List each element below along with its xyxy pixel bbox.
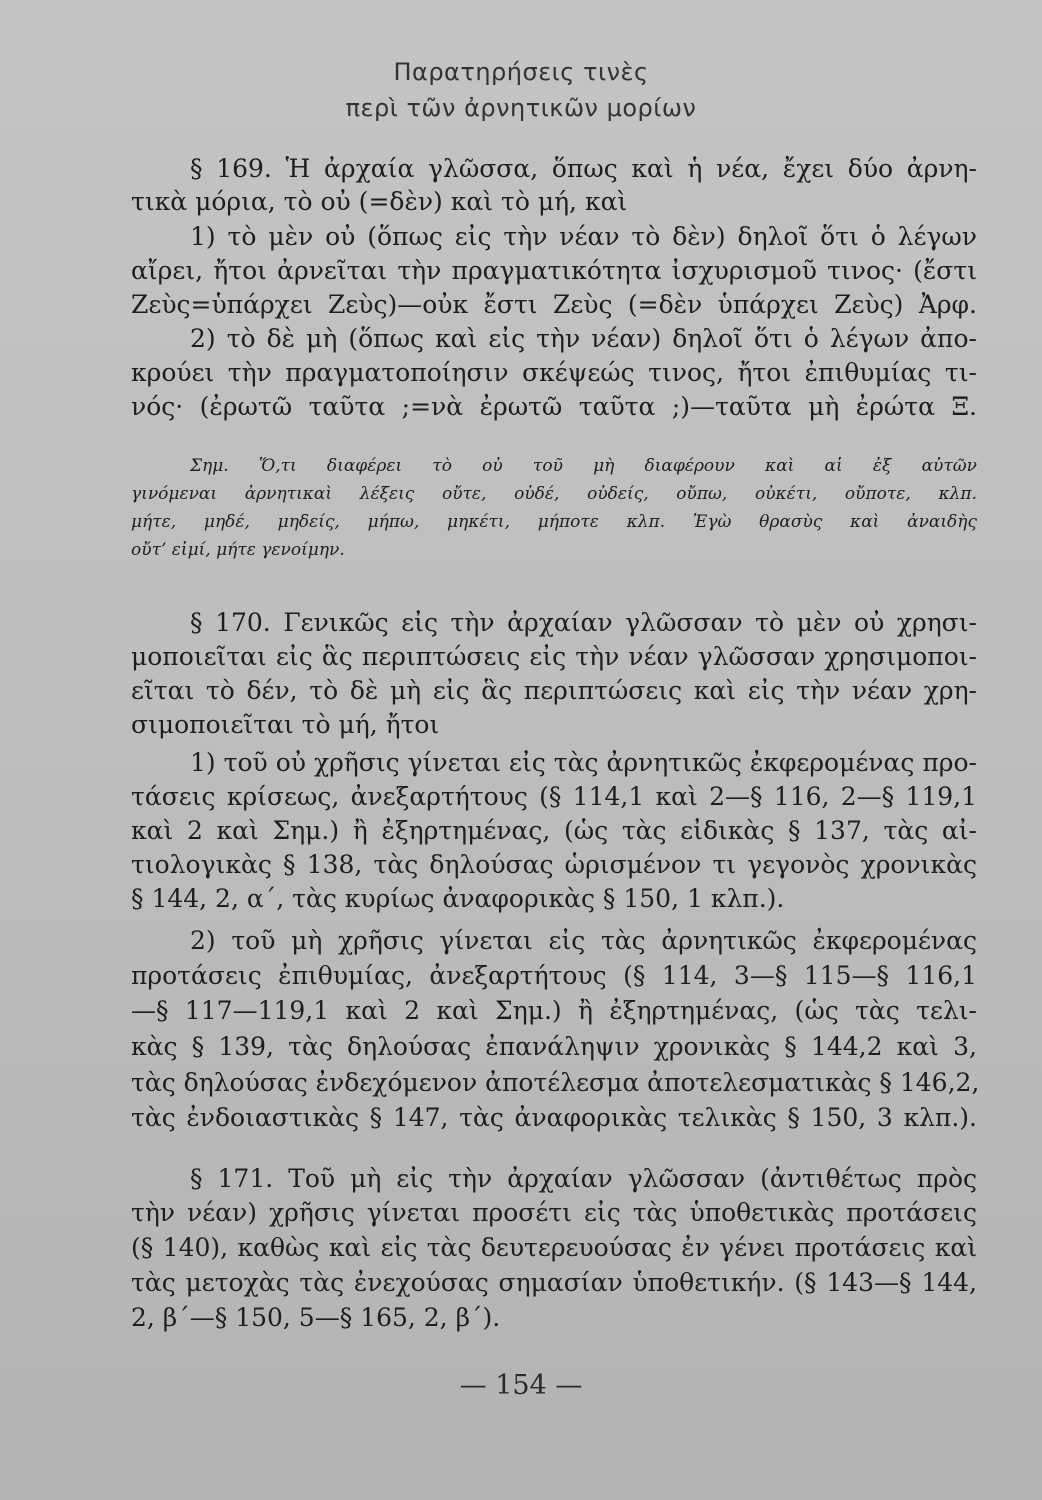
section-169-line-2: τικὰ μόρια, τὸ οὐ (=δὲν) καὶ τὸ μή, καὶ [131, 187, 628, 216]
section-170-line-9: § 144, 2, α΄, τὰς κυρίως ἀναφορικὰς § 150, 1 κλπ.). [131, 884, 785, 913]
section-171-line-4: τὰς μετοχὰς τὰς ἐνεχούσας σημασίαν ὑποθετικήν. (§ 143—§ 144, [131, 1268, 977, 1297]
section-170-line-5: 1) τοῦ οὐ χρῆσις γίνεται εἰς τὰς ἀρνητικῶς ἐκφερομένας προ- [190, 748, 977, 777]
section-169-line-1: § 169. Ἡ ἀρχαία γλῶσσα, ὅπως καὶ ἡ νέα, ἔχει δύο ἀρνη- [190, 154, 977, 183]
section-170-line-13: κὰς § 139, τὰς δηλούσας ἐπανάληψιν χρονικὰς § 144,2 καὶ 3, [131, 1032, 977, 1061]
section-170-line-7: καὶ 2 καὶ Σημ.) ἢ ἐξηρτημένας, (ὡς τὰς εἰδικὰς § 137, τὰς αἰ- [131, 816, 977, 845]
section-169-line-8: νός· (ἐρωτῶ ταῦτα ;=νὰ ἐρωτῶ ταῦτα ;)—ταῦτα μὴ ἐρώτα Ξ. [131, 392, 977, 421]
note-169-line-2: γινόμεναι ἀρνητικαὶ λέξεις οὔτε, οὐδέ, οὐδείς, οὔπω, οὐκέτι, οὔποτε, κλπ. [131, 484, 977, 504]
section-170-line-4: σιμοποιεῖται τὸ μή, ἤτοι [131, 710, 440, 739]
section-170-line-6: τάσεις κρίσεως, ἀνεξαρτήτους (§ 114,1 καὶ 2—§ 116, 2—§ 119,1 [131, 782, 977, 811]
section-171-line-2: τὴν νέαν) χρῆσις γίνεται προσέτι εἰς τὰς ὑποθετικὰς προτάσεις [131, 1198, 977, 1227]
section-169-line-3: 1) τὸ μὲν οὐ (ὅπως εἰς τὴν νέαν τὸ δὲν) δηλοῖ ὅτι ὁ λέγων [190, 222, 977, 251]
section-171-line-1: § 171. Τοῦ μὴ εἰς τὴν ἀρχαίαν γλῶσσαν (ἀντιθέτως πρὸς [190, 1164, 977, 1193]
section-170-line-1: § 170. Γενικῶς εἰς τὴν ἀρχαίαν γλῶσσαν τὸ μὲν οὐ χρησι- [190, 608, 977, 637]
section-171-line-5: 2, β΄—§ 150, 5—§ 165, 2, β΄). [131, 1303, 501, 1332]
section-170-line-14: τὰς δηλούσας ἐνδεχόμενον ἀποτέλεσμα ἀποτελεσματικὰς § 146,2, [131, 1068, 980, 1097]
section-169-line-5: Ζεὺς=ὑπάρχει Ζεὺς)—οὐκ ἔστι Ζεὺς (=δὲν ὑπάρχει Ζεὺς) Ἀρφ. [131, 290, 977, 319]
running-subtitle: περὶ τῶν ἀρνητικῶν μορίων [345, 94, 697, 122]
note-169-line-3: μήτε, μηδέ, μηδείς, μήπω, μηκέτι, μήποτε κλπ. Ἐγὼ θρασὺς καὶ ἀναιδὴς [131, 512, 977, 532]
section-170-line-11: προτάσεις ἐπιθυμίας, ἀνεξαρτήτους (§ 114, 3—§ 115—§ 116,1 [131, 961, 977, 990]
section-171-line-3: (§ 140), καθὼς καὶ εἰς τὰς δευτερευούσας ἐν γένει προτάσεις καὶ [131, 1233, 977, 1262]
page-number: — 154 — [459, 1370, 583, 1401]
section-170-line-15: τὰς ἐνδοιαστικὰς § 147, τὰς ἀναφορικὰς τελικὰς § 150, 3 κλπ.). [131, 1103, 977, 1132]
section-170-line-12: —§ 117—119,1 καὶ 2 καὶ Σημ.) ἢ ἐξηρτημένας, (ὡς τὰς τελι- [131, 996, 977, 1025]
section-169-line-4: αἴρει, ἤτοι ἀρνεῖται τὴν πραγματικότητα ἰσχυρισμοῦ τινος· (ἔστι [131, 256, 977, 285]
section-170-line-10: 2) τοῦ μὴ χρῆσις γίνεται εἰς τὰς ἀρνητικῶς ἐκφερομένας [190, 926, 977, 955]
section-170-line-3: εῖται τὸ δέν, τὸ δὲ μὴ εἰς ἃς περιπτώσεις καὶ εἰς τὴν νέαν χρη- [131, 676, 977, 705]
note-169-line-1: Σημ. Ὅ,τι διαφέρει τὸ οὐ τοῦ μὴ διαφέρουν καὶ αἱ ἐξ αὐτῶν [190, 456, 977, 476]
section-170-line-8: τιολογικὰς § 138, τὰς δηλούσας ὡρισμένον τι γεγονὸς χρονικὰς [131, 850, 977, 879]
section-169-line-7: κρούει τὴν πραγματοποίησιν σκέψεώς τινος, ἤτοι ἐπιθυμίας τι- [131, 358, 977, 387]
note-169-line-4: οὔτ’ εἰμί, μήτε γενοίμην. [131, 540, 345, 560]
running-title: Παρατηρήσεις τινὲς [393, 58, 649, 86]
section-169-line-6: 2) τὸ δὲ μὴ (ὅπως καὶ εἰς τὴν νέαν) δηλοῖ ὅτι ὁ λέγων ἀπο- [190, 324, 977, 353]
section-170-line-2: μοποιεῖται εἰς ἃς περιπτώσεις εἰς τὴν νέαν γλῶσσαν χρησιμοποι- [131, 642, 977, 671]
